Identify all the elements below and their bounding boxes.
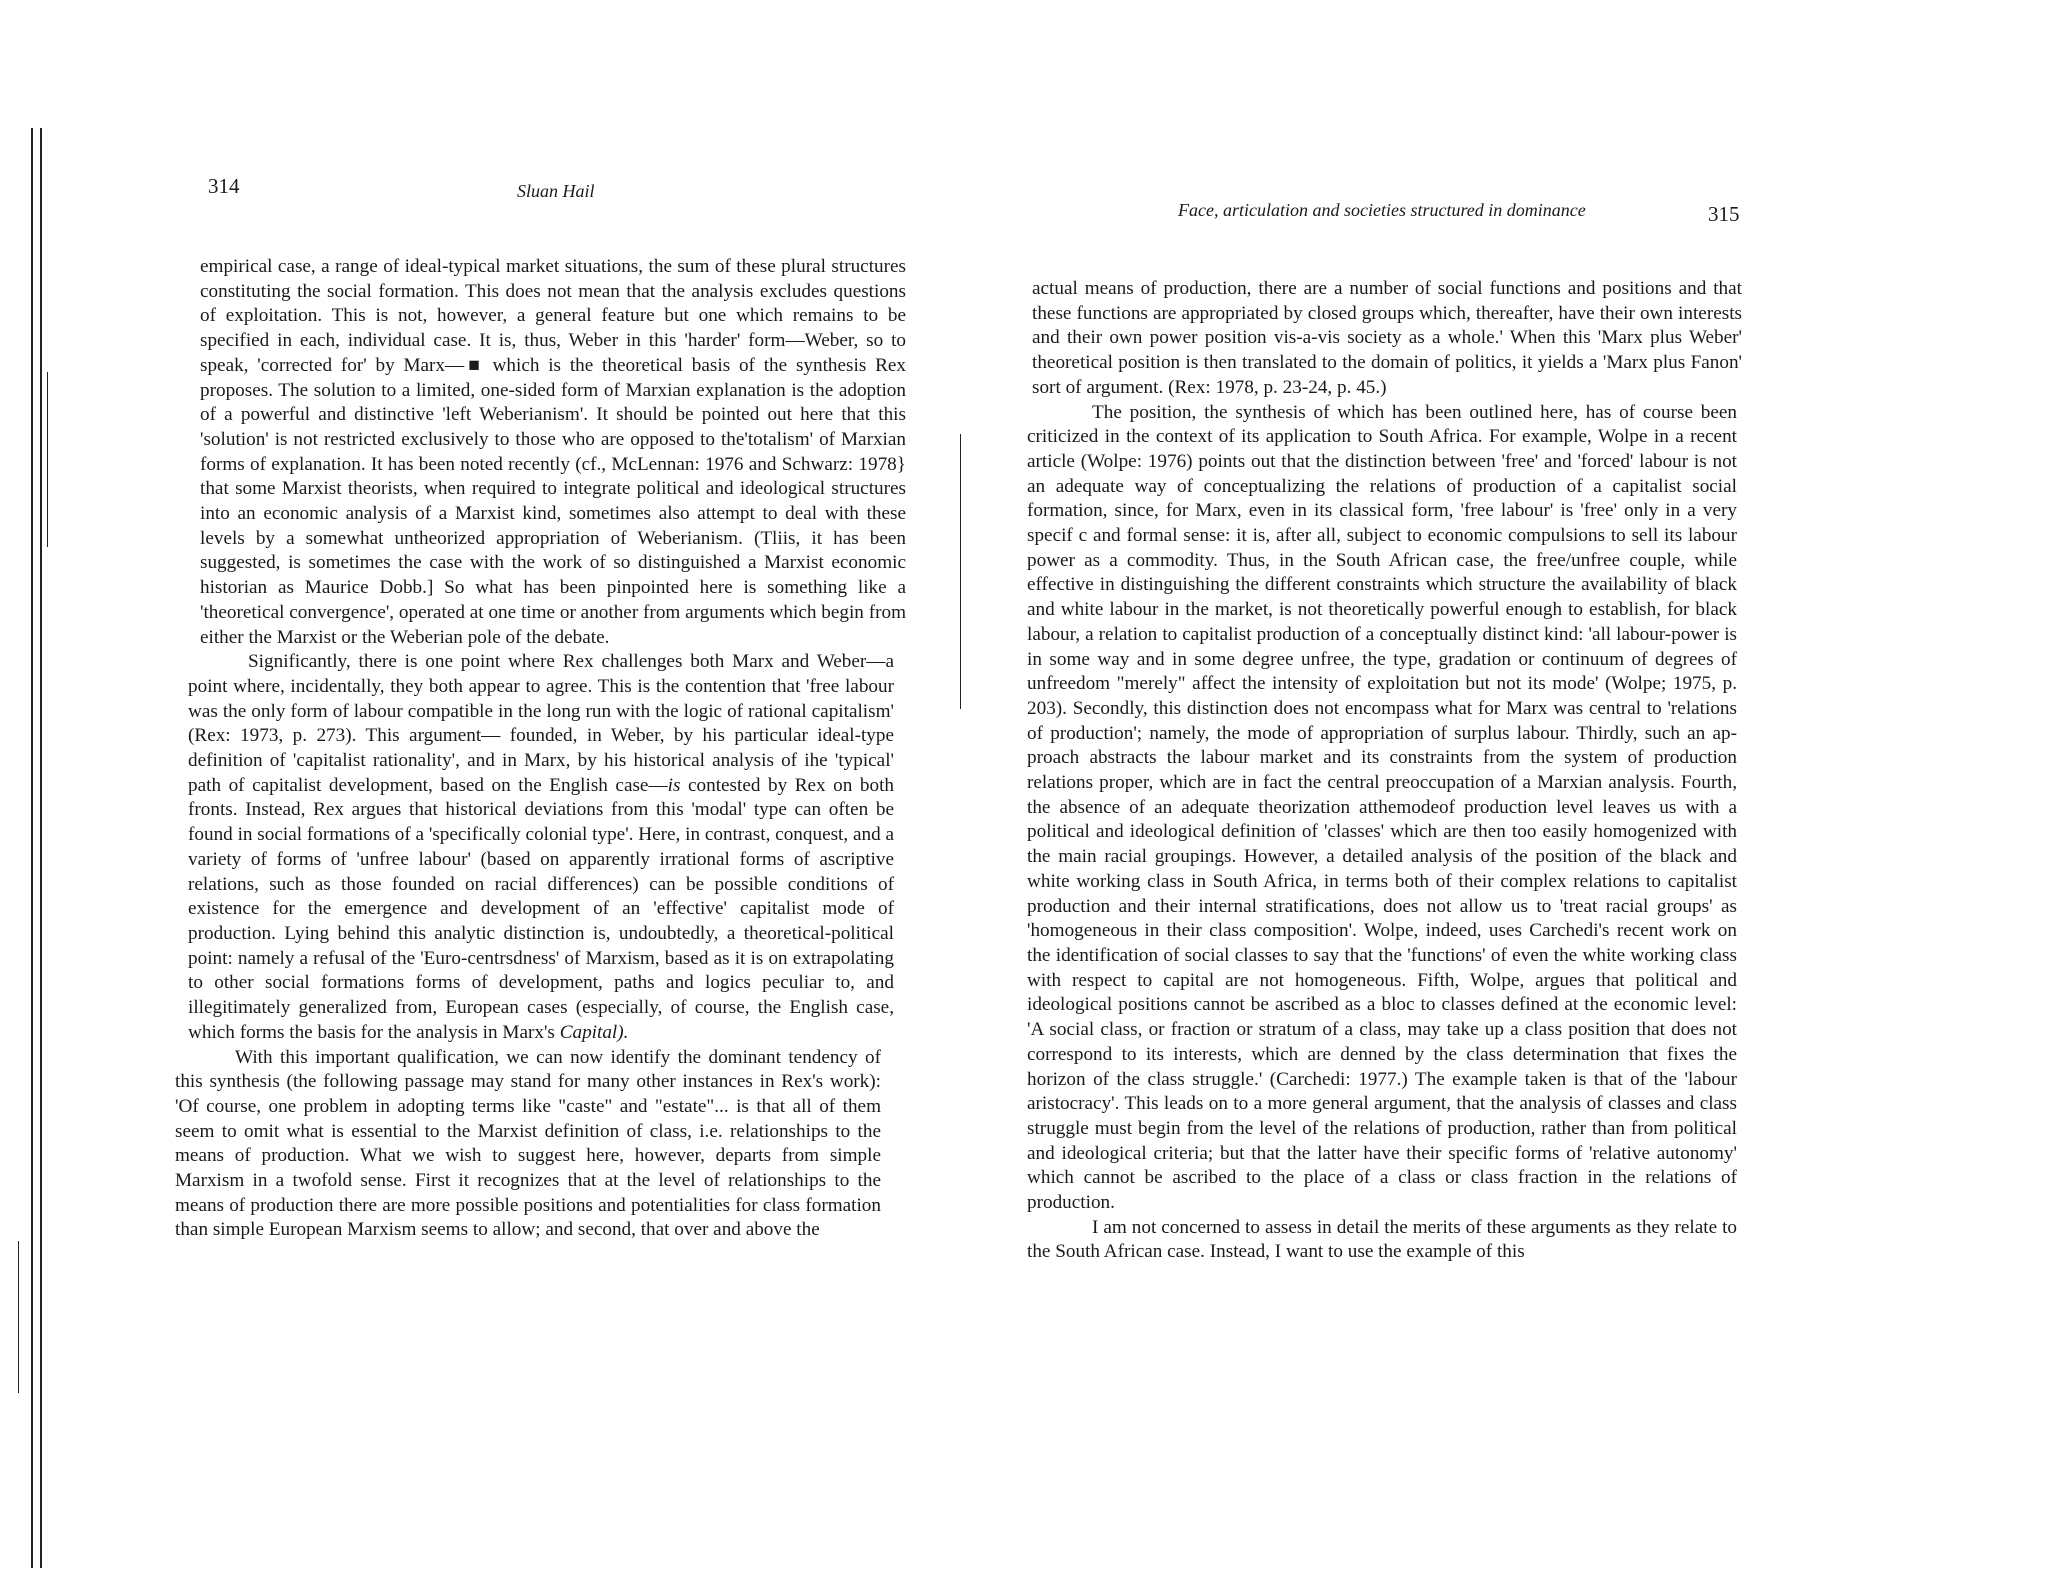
paragraph: actual means of production, there are a number of social functions and positions and that these functions are appropriated by closed groups which, thereafter, have their own interests and their own power position vis-a-vis society as a whole.' When this 'Marx plus Weber' theoretical position is then translated to the domain of politics, it yields a 'Marx plus Fanon' sort of argument. (Rex: 1978, p. 23-24, p. 45.): [1032, 278, 1742, 398]
left-column: [175, 255, 906, 1243]
right-column: [1027, 277, 1742, 1265]
running-head-right: Face, articulation and societies structured in dominance: [1178, 200, 1586, 220]
paragraph: The position, the synthesis of which has been outlined here, has of course been criticized in the context of its application to South Africa. For example, Wolpe in a recent article (Wolpe: 1976) points out that the distinction between 'free' and 'forced' labour is not an adequate way of conceptualizing the relations of production of a capitalist social formation, since, for Marx, even in its classical form, 'free labour' is 'free' only in a very specif c and formal sense: it is, after all, subject to economic compulsions to sell its labour power as a commodity. Thus, in the South African case, the free/unfree couple, while effective in distinguishing the different constraints which structure the availability of black and white labour in the market, is not theoretically powerful enough to establish, for black labour, a relation to capitalist production of a conceptually distinct kind: 'all labour-power is in some way and in some degree unfree, the type, gradation or continuum of degrees of unfreedom "merely" affect the intensity of exploitation but not its mode' (Wolpe; 1975, p. 203). Secondly, this distinction does not encompass what for Marx was central to 'relations of production'; namely, the mode of appropriation of surplus labour. Thirdly, such an approach abstracts the labour market and its constraints from the system of production relations proper, which are in fact the central preoccupation of a Marxian analysis. Fourth, the absence of an adequate theorization atthemodeof production level leaves us with a political and ideological definition of 'classes' which are then too easily homogenized with the main racial groupings. However, a detailed analysis of the position of the black and white working class in South Africa, in terms both of their complex relations to capitalist production and their internal stratifications, does not allow us to 'treat racial groups' as 'homogeneous in their class composition'. Wolpe, indeed, uses Carchedi's recent work on the identification of social classes to say that the 'functions' of even the white working class with respect to capital are not homogeneous. Fifth, Wolpe, argues that political and ideological positions cannot be ascribed as a bloc to classes defined at the economic level: 'A social class, or fraction or stratum of a class, may take up a class position that does not correspond to its interests, which are denned by the class determination that fixes the horizon of the class struggle.' (Carchedi: 1977.) The example taken is that of the 'labour aristocracy'. This leads on to a more general argument, that the analysis of classes and class struggle must begin from the level of the relations of production, rather than from political and ideological criteria; but that the latter have their specific forms of 'relative autonomy' which cannot be ascribed to the place of a class or class fraction in the relations of production.: [1027, 401, 1737, 1214]
page-number-right: 315: [1708, 202, 1740, 226]
paragraph: With this important qualification, we can now identify the dominant tendency of this synthesis (the following passage may stand for many other instances in Rex's work): 'Of course, one problem in adopting terms like "caste" and "estate"... is that all of them seem to omit what is essential to the Marxist definition of class, i.e. relationships to the means of production. What we wish to suggest here, however, departs from simple Marxism in a twofold sense. First it recognizes that at the level of relationships to the means of production there are more possible positions and potentialities for class formation than simple European Marxism seems to allow; and second, that over and above the: [175, 1046, 881, 1241]
margin-rule: [40, 128, 42, 1568]
paragraph: I am not concerned to assess in detail the merits of these arguments as they relate to the South African case. Instead, I want to use the example of this: [1027, 1216, 1737, 1263]
paragraph: empirical case, a range of ideal-typical market situations, the sum of these plural structures constituting the social formation. This does not mean that the analysis excludes questions of exploitation. This is not, however, a general feature but one which remains to be specified in each, individual case. It is, thus, Weber in this 'harder' form—Weber, so to speak, 'corrected for' by Marx—■ which is the theoretical basis of the synthesis Rex proposes. The solution to a limited, one-sided form of Marxian explanation is the adoption of a powerful and distinctive 'left Weberianism'. It should be pointed out here that this 'solution' is not restricted exclusively to those who are opposed to the'totalism' of Marxian forms of explanation. It has been noted recently (cf., McLennan: 1976 and Schwarz: 1978} that some Marxist theorists, when required to integrate political and ideological structures into an economic analysis of a Marxist kind, sometimes also attempt to deal with these levels by a somewhat untheorized appropriation of Weberianism. (Tliis, it has been suggested, is sometimes the case with the work of so distinguished a Marxist economic historian as Maurice Dobb.] So what has been pinpointed here is something like a 'theoretical convergence', operated at one time or another from arguments which begin from either the Marxist or the Weberian pole of the debate.: [200, 256, 906, 648]
emphasis: Capital).: [559, 1021, 629, 1043]
margin-rule: [31, 128, 33, 1568]
paragraph: Significantly, there is one point where Rex challenges both Marx and Weber—a point where, incidentally, they both appear to agree. This is the contention that 'free labour was the only form of labour compatible in the long run with the logic of rational capitalism' (Rex: 1973, p. 273). This argument— founded, in Weber, by his particular ideal-type definition of 'capitalist rationality', and in Marx, by his historical analysis of ihe 'typical' path of capitalist development, based on the English case—is contested by Rex on both fronts. Instead, Rex argues that historical deviations from this 'modal' type can often be found in social formations of a 'specifically colonial type'. Here, in contrast, conquest, and a variety of forms of 'unfree labour' (based on apparently irrational forms of ascriptive relations, such as those founded on racial differences) can be possible conditions of existence for the emergence and development of an 'effective' capitalist mode of production. Lying behind this analytic distinction is, undoubtedly, a theoretical-political point: namely a refusal of the 'Euro-centrsdness' of Marxism, based as it is on extrapolating to other social formations forms of development, paths and logics peculiar to, and illegitimately generalized from, European cases (especially, of course, the English case, which forms the basis for the analysis in Marx's Capital).: [188, 651, 894, 1043]
running-head-left: Sluan Hail: [517, 181, 595, 201]
page-number-left: 314: [208, 174, 240, 198]
margin-rule: [47, 372, 48, 547]
margin-rule: [960, 434, 961, 709]
margin-rule: [18, 1241, 19, 1393]
emphasis: is: [667, 774, 681, 796]
